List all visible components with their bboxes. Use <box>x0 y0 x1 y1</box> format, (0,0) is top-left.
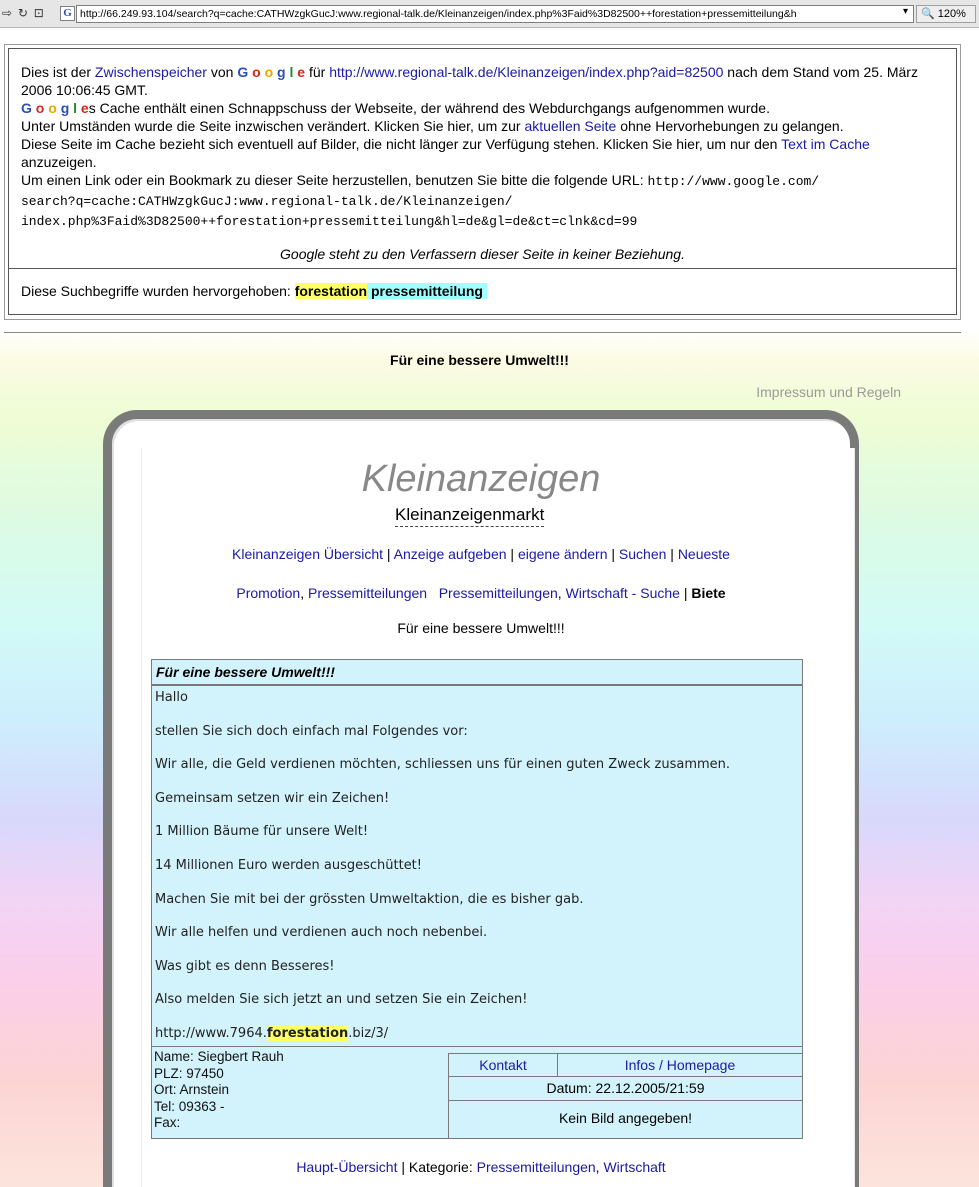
ad-image-status: Kein Bild angegeben! <box>558 1110 693 1126</box>
cache-header <box>4 44 961 320</box>
url-input[interactable]: http://66.249.93.104/search?q=cache:CATHWzgkGucJ:www.regional-talk.de/Kleinanzeigen/index.php%3Faid%3D82500++forestation+pressemitteilung&h <box>76 5 914 23</box>
nav-overview[interactable]: Kleinanzeigen Übersicht <box>232 546 383 562</box>
ad-subtitle: Für eine bessere Umwelt!!! <box>397 620 565 636</box>
nav-newest[interactable]: Neueste <box>677 546 730 562</box>
text-only-link[interactable]: Text im Cache <box>781 136 870 152</box>
site-title: Kleinanzeigen <box>361 458 601 500</box>
footer-main-overview[interactable]: Haupt-Übersicht <box>296 1159 398 1175</box>
footer-text: | Kategorie: <box>397 1159 477 1175</box>
footer-cat-wirtschaft[interactable]: Wirtschaft <box>603 1159 666 1175</box>
ad-line: Wir alle, die Geld verdienen möchten, schliessen uns für einen guten Zweck zusammen. <box>155 757 731 773</box>
chevron-down-icon[interactable]: ▾ <box>903 6 909 17</box>
cache-text: von <box>206 64 238 80</box>
contact-ort: Ort: Arnstein <box>154 1082 230 1097</box>
term-pressemitteilung: pressemitteilung <box>367 283 487 299</box>
contact-section <box>152 1046 802 1139</box>
crumb-promotion[interactable]: Promotion <box>236 585 301 601</box>
ad-date: Datum: 22.12.2005/21:59 <box>449 1077 802 1101</box>
cache-text: Um einen Link oder ein Bookmark zu dieser Seite herzustellen, benutzen Sie bitte die folgende URL: <box>21 172 648 188</box>
term-forestation: forestation <box>294 283 368 299</box>
zoom-level: 120% <box>937 8 966 20</box>
ad-line: Gemeinsam setzen wir ein Zeichen! <box>155 790 390 806</box>
nav-icons[interactable]: ⇨ ↻ ⊡ <box>2 6 45 20</box>
ad-meta <box>448 1053 802 1139</box>
ad-line: Hallo <box>155 690 188 705</box>
contact-name: Name: Siegbert Rauh <box>154 1049 284 1064</box>
ad-line: Wir alle helfen und verdienen auch noch nebenbei. <box>155 925 488 941</box>
zoom-control[interactable] <box>916 5 976 23</box>
google-logo-text: G o o g l e <box>21 100 89 116</box>
footer-nav: Haupt-Übersicht | Kategorie: Pressemitteilungen, Wirtschaft <box>296 1159 666 1175</box>
crumb-biete: Biete <box>691 585 726 601</box>
contact-fax: Fax: <box>154 1115 181 1130</box>
cache-text: anzuzeigen. <box>21 154 97 170</box>
site-subtitle[interactable]: Kleinanzeigenmarkt <box>395 505 544 527</box>
divider <box>4 332 961 333</box>
highlighted-terms <box>8 269 957 315</box>
ad-line: Machen Sie mit bei der grössten Umweltaktion, die es bisher gab. <box>155 891 584 907</box>
cache-url: index.php%3Faid%3D82500++forestation+pressemitteilung&hl=de&gl=de&ct=clnk&cd=99 <box>21 214 638 229</box>
contact-tel: Tel: 09363 - <box>154 1098 225 1114</box>
cache-disclaimer: Google steht zu den Verfassern dieser Seite in keiner Beziehung. <box>280 246 685 262</box>
cache-link[interactable]: Zwischenspeicher <box>94 64 207 80</box>
crumb-pressemitteilungen[interactable]: Pressemitteilungen <box>307 585 428 601</box>
ad-line: 1 Million Bäume für unsere Welt! <box>155 824 369 840</box>
original-url-link[interactable]: http://www.regional-talk.de/Kleinanzeigen/index.php?aid=82500 <box>329 64 724 80</box>
ad-url: http://www.7964.forestation.biz/3/ <box>155 1025 389 1041</box>
impressum-link[interactable]: Impressum und Regeln <box>756 384 901 400</box>
main-nav: Kleinanzeigen Übersicht | Anzeige aufgeben | eigene ändern | Suchen | Neueste <box>232 546 730 562</box>
cache-url: search?q=cache:CATHWzgkGucJ:www.regional-talk.de/Kleinanzeigen/ <box>21 194 513 209</box>
cache-url: http://www.google.com/ <box>647 174 820 189</box>
ad-box <box>151 659 803 1139</box>
nav-edit-own[interactable]: eigene ändern <box>517 546 608 562</box>
cache-text: Dies ist der <box>21 64 95 80</box>
contact-plz: PLZ: 97450 <box>154 1065 224 1081</box>
crumb-wirtschaft-suche[interactable]: Wirtschaft - Suche <box>565 585 680 601</box>
ad-line: 14 Millionen Euro werden ausgeschüttet! <box>155 857 422 873</box>
address-toolbar <box>0 0 979 28</box>
cache-date: nach dem Stand vom 25. März 2006 10:06:45 GMT. <box>21 64 918 98</box>
ad-body <box>152 686 802 1060</box>
breadcrumb: Promotion, Pressemitteilungen Pressemitteilungen, Wirtschaft - Suche | Biete <box>236 585 726 601</box>
kontakt-link[interactable]: Kontakt <box>479 1057 527 1073</box>
cache-text: ohne Hervorhebungen zu gelangen. <box>616 118 844 134</box>
current-page-link[interactable]: aktuellen Seite <box>524 118 617 134</box>
nav-search[interactable]: Suchen <box>618 546 667 562</box>
ad-line: Also melden Sie sich jetzt an und setzen Sie ein Zeichen! <box>155 992 528 1008</box>
ad-line: Was gibt es denn Besseres! <box>155 958 335 974</box>
terms-label: Diese Suchbegriffe wurden hervorgehoben: <box>21 283 295 299</box>
magnifier-icon: 🔍 <box>921 8 935 20</box>
cache-text: Diese Seite im Cache bezieht sich eventuell auf Bilder, die nicht länger zur Verfügung stehen. Klicken Sie hier, um nur den <box>21 136 782 152</box>
ad-line: stellen Sie sich doch einfach mal Folgendes vor: <box>155 723 468 739</box>
google-favicon: G <box>60 6 75 21</box>
footer-cat-pressemitteilungen[interactable]: Pressemitteilungen <box>476 1159 596 1175</box>
cache-text: für <box>305 64 330 80</box>
page-headline: Für eine bessere Umwelt!!! <box>390 352 569 368</box>
crumb-pressemitteilungen-2[interactable]: Pressemitteilungen <box>438 585 558 601</box>
nav-post-ad[interactable]: Anzeige aufgeben <box>393 546 507 562</box>
homepage-link[interactable]: Infos / Homepage <box>624 1057 736 1073</box>
cache-text: s Cache enthält einen Schnappschuss der Webseite, der während des Webdurchgangs aufgenommen wurde. <box>88 100 770 116</box>
contact-info <box>154 1049 444 1132</box>
google-logo-text: G o o g l e <box>237 64 306 80</box>
cache-info <box>8 48 957 269</box>
ad-title: Für eine bessere Umwelt!!! <box>152 660 802 686</box>
cache-text: Unter Umständen wurde die Seite inzwischen verändert. Klicken Sie hier, um zur <box>21 118 525 134</box>
